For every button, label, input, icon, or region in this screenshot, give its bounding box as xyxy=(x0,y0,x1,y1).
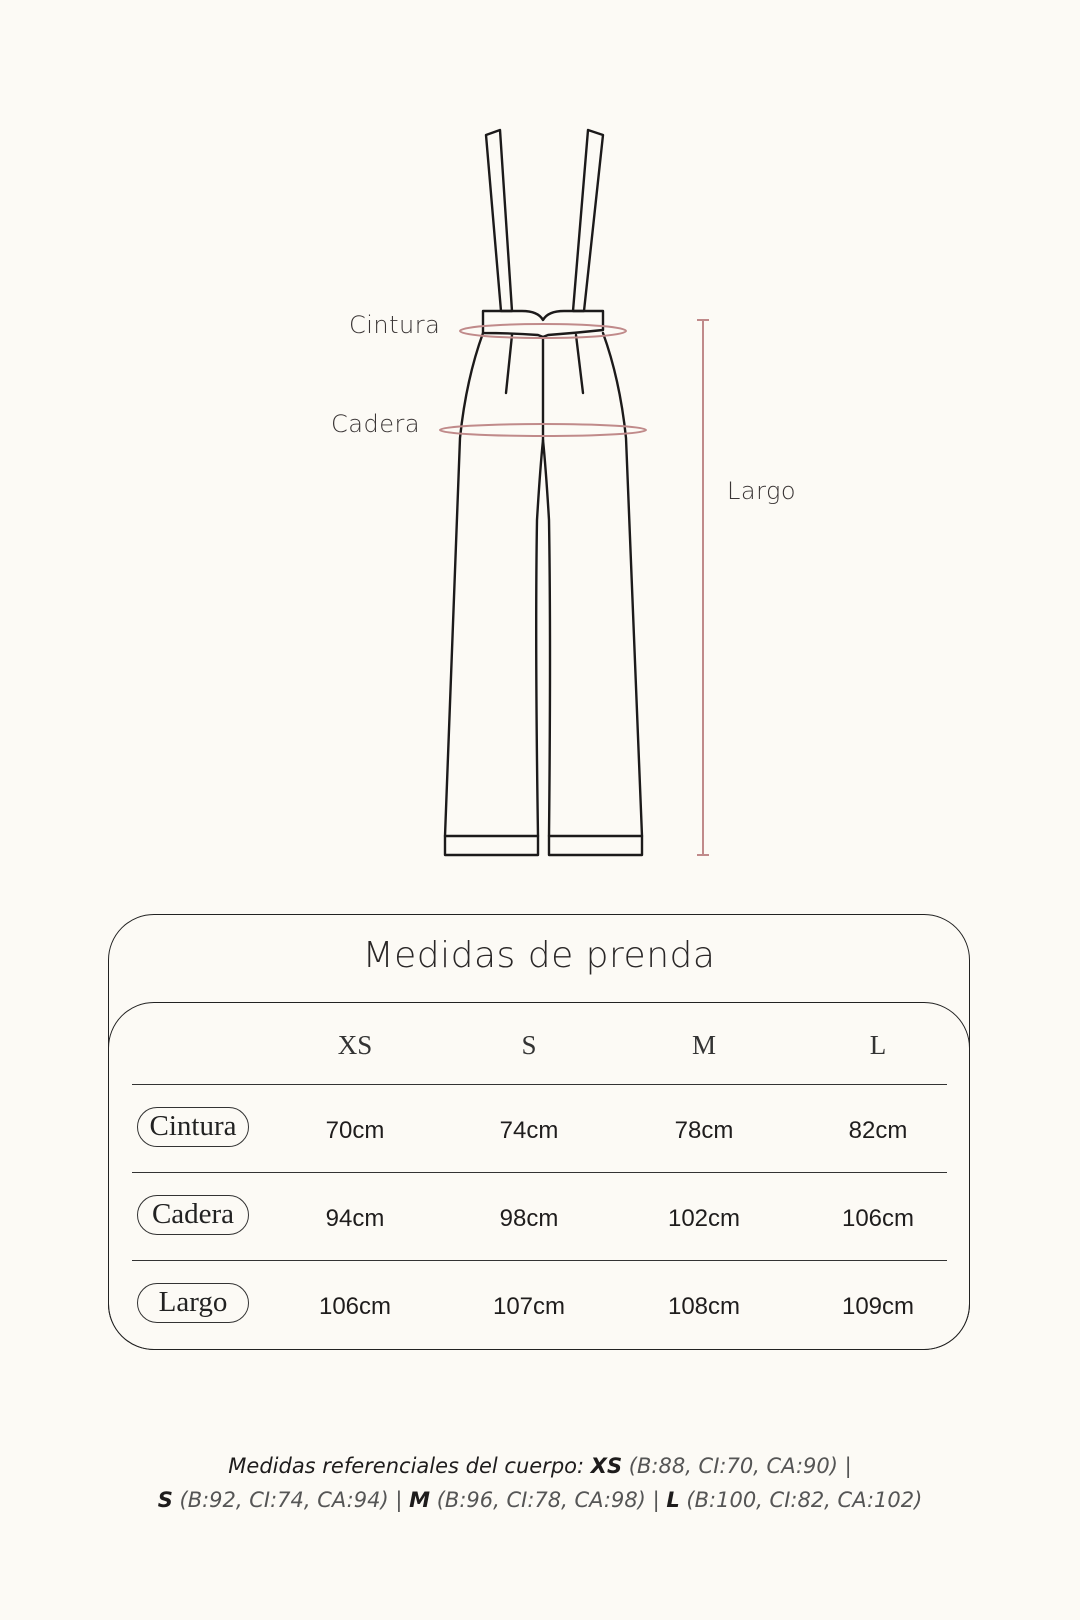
size-xs-values: (B:88, CI:70, CA:90) xyxy=(628,1454,838,1478)
length-label: Largo xyxy=(727,477,797,505)
size-m: M xyxy=(409,1488,431,1512)
row-divider xyxy=(132,1172,947,1173)
right-strap xyxy=(573,130,603,311)
row-divider xyxy=(132,1084,947,1085)
table-cell: 102cm xyxy=(667,1205,741,1232)
left-leg xyxy=(445,333,543,855)
table-cell: 108cm xyxy=(667,1293,741,1320)
row-label-hip: Cadera xyxy=(137,1195,249,1235)
row-divider xyxy=(132,1260,947,1261)
right-leg xyxy=(543,333,642,855)
col-header-xs: XS xyxy=(337,1030,373,1060)
right-pleat xyxy=(576,335,583,393)
col-header-s: S xyxy=(521,1030,537,1060)
note-intro: Medidas referenciales del cuerpo xyxy=(228,1454,577,1478)
table-cell: 78cm xyxy=(674,1117,734,1144)
body-measurements-note-line2: S (B:92, CI:74, CA:94) | M (B:96, CI:78, CA:98) | L (B:100, CI:82, CA:102) xyxy=(157,1488,923,1512)
col-header-l: L xyxy=(869,1030,887,1060)
table-cell: 106cm xyxy=(318,1293,392,1320)
table-cell: 106cm xyxy=(841,1205,915,1232)
col-header-m: M xyxy=(691,1030,716,1060)
table-cell: 70cm xyxy=(325,1117,385,1144)
size-l-values: (B:100, CI:82, CA:102) xyxy=(686,1488,923,1512)
body-measurements-note-line1: Medidas referenciales del cuerpo: XS (B:88, CI:70, CA:90) | xyxy=(228,1454,852,1478)
table-cell: 94cm xyxy=(325,1205,385,1232)
table-cell: 82cm xyxy=(848,1117,908,1144)
row-label-waist: Cintura xyxy=(137,1107,249,1147)
size-table-title: Medidas de prenda xyxy=(362,935,716,976)
size-s-values: (B:92, CI:74, CA:94) xyxy=(179,1488,389,1512)
waist-label: Cintura xyxy=(349,311,441,339)
left-pleat xyxy=(506,335,512,393)
table-cell: 109cm xyxy=(841,1293,915,1320)
size-s: S xyxy=(157,1488,173,1512)
table-cell: 107cm xyxy=(492,1293,566,1320)
size-xs: XS xyxy=(590,1454,623,1478)
size-m-values: (B:96, CI:78, CA:98) xyxy=(436,1488,646,1512)
row-label-length: Largo xyxy=(137,1283,249,1323)
hip-label: Cadera xyxy=(331,410,421,438)
table-cell: 74cm xyxy=(499,1117,559,1144)
table-cell: 98cm xyxy=(499,1205,559,1232)
size-l: L xyxy=(666,1488,680,1512)
left-strap xyxy=(486,130,512,311)
